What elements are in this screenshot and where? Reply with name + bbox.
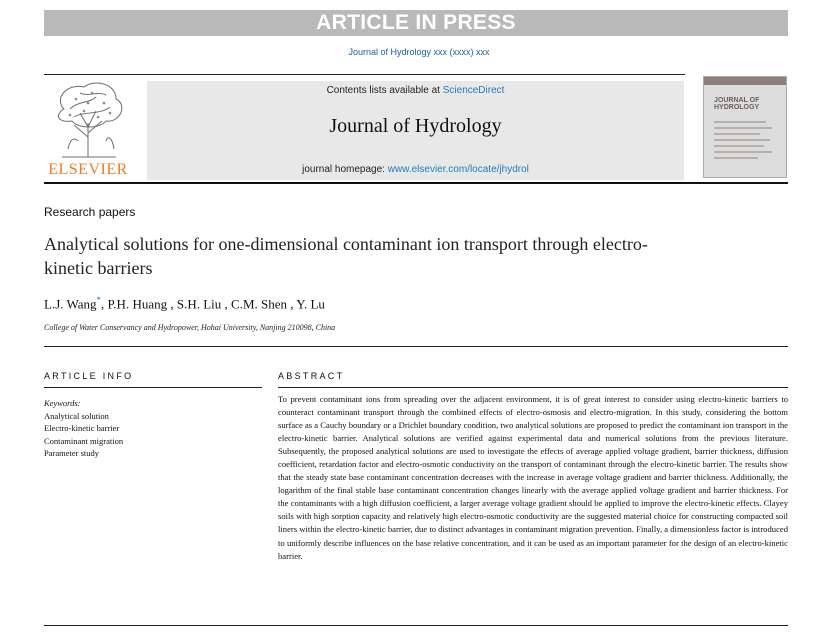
cover-text-line	[714, 139, 770, 141]
article-info-heading: ARTICLE INFO	[44, 371, 134, 381]
paper-title: Analytical solutions for one-dimensional contaminant ion transport through electro-kinetic barriers	[44, 234, 648, 278]
journal-title: Journal of Hydrology	[329, 115, 502, 137]
journal-reference[interactable]: Journal of Hydrology xxx (xxxx) xxx	[348, 47, 490, 57]
cover-text-line	[714, 133, 760, 135]
article-in-press-banner: ARTICLE IN PRESS	[44, 10, 788, 36]
cover-top-bar	[704, 77, 786, 85]
cover-title-line1: JOURNAL OF	[714, 97, 760, 104]
abstract-text: To prevent contaminant ions from spreading over the adjacent environment, it is of great interest to consider using electro-kinetic barriers to counteract contaminant transport through the combined effects of electro-osmosis and electro-migration. In this study, considering the bottom surface as a Cauchy boundary or a Drichlet boundary condition, two analytical solutions are proposed to predict the contaminant ion transport in the electro-kinetic barrier. Analytical solutions are verified against experimental data and numerical solutions from the previous literature. Subsequently, the proposed analytical solutions are used to investigate the effects of average applied voltage gradient, barrier thickness, diffusion coefficient, retardation factor and electro-osmotic conductivity on the transport of contaminant through the electro-kinetic barrier. The results show that the steady state base contaminant concentration decreases with the increase in average voltage gradient and barrier thickness. Additionally, the logarithm of the final stable base contaminant concentration changes linearly with the average applied voltage gradient and barrier thickness. For the contaminants with a high diffusion coefficient, a larger average voltage gradient should be applied to improve the electro-kinetic effects. Clayey soils with high sorption capacity and relatively high electro-osmotic conductivity are the suggested material choice for constructing compacted soil liners within the electro-kinetic barrier, due to distinct advantages in contaminant migration prevention. Finally, a dimensionless factor is introduced to uniformly describe influences on the base relative concentration, and it can be used as an important parameter for the design of an electro-kinetic barrier.	[278, 394, 788, 561]
homepage-prefix: journal homepage:	[302, 164, 388, 175]
cover-text-line	[714, 121, 766, 123]
abstract-heading: ABSTRACT	[278, 371, 345, 381]
keywords-label: Keywords:	[44, 398, 81, 408]
header-divider	[44, 182, 788, 184]
keyword-item: Parameter study	[44, 448, 99, 458]
corresponding-author-mark[interactable]: *	[96, 295, 102, 305]
cover-text-line	[714, 151, 772, 153]
cover-text-line	[714, 157, 758, 159]
journal-cover-thumbnail[interactable]	[703, 76, 787, 178]
journal-homepage-link[interactable]: www.elsevier.com/locate/jhydrol	[387, 164, 529, 175]
author-divider	[44, 346, 788, 347]
keywords-block	[44, 397, 123, 460]
article-section: Research papers	[44, 205, 136, 219]
bottom-divider	[44, 625, 788, 626]
other-authors: , P.H. Huang , S.H. Liu , C.M. Shen , Y. Lu	[101, 296, 325, 312]
contents-line	[147, 85, 684, 96]
journal-masthead	[147, 81, 684, 180]
top-divider	[44, 74, 685, 75]
homepage-line	[147, 164, 684, 175]
elsevier-tree-icon	[44, 79, 134, 159]
cover-title	[714, 97, 784, 111]
elsevier-logo[interactable]	[44, 79, 144, 179]
cover-text-line	[714, 127, 772, 129]
first-author[interactable]: L.J. Wang	[44, 296, 97, 312]
keyword-item: Analytical solution	[44, 410, 109, 421]
cover-text-line	[714, 145, 764, 147]
affiliation: College of Water Conservancy and Hydropower, Hohai University, Nanjing 210098, China	[44, 323, 336, 332]
author-list	[44, 295, 325, 312]
abstract-rule	[278, 387, 788, 388]
elsevier-wordmark: ELSEVIER	[48, 161, 128, 178]
article-info-rule	[44, 387, 262, 388]
contents-prefix: Contents lists available at	[326, 85, 443, 96]
cover-title-line2: HYDROLOGY	[714, 104, 760, 111]
sciencedirect-link[interactable]: ScienceDirect	[442, 85, 505, 96]
keyword-item: Contaminant migration	[44, 435, 124, 446]
keyword-item: Electro-kinetic barrier	[44, 423, 120, 433]
